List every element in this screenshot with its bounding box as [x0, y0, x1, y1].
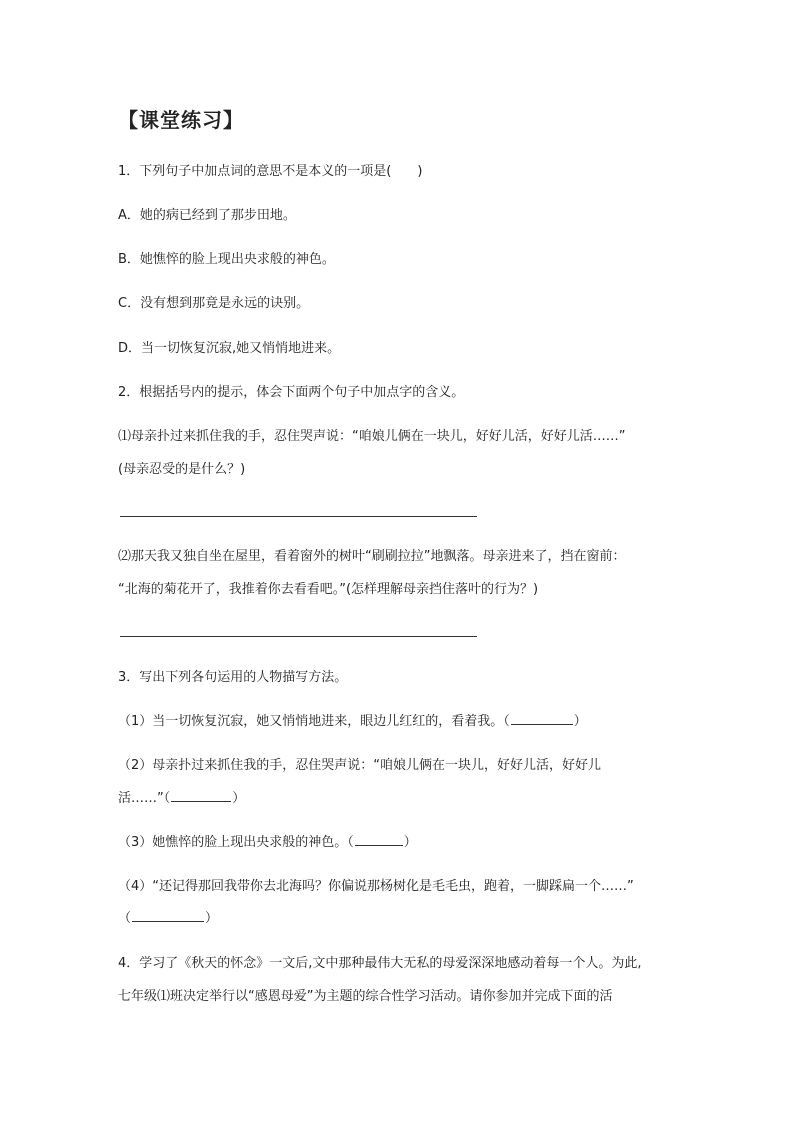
q2-item2-line1: ⑵那天我又独自坐在屋里，看着窗外的树叶“刷刷拉拉”地飘落。母亲进来了，挡在窗前：	[118, 549, 626, 564]
q1-option-d: D．当一切恢复沉寂,她又悄悄地进来。	[118, 341, 341, 356]
q3-stem: 3．写出下列各句运用的人物描写方法。	[118, 670, 348, 685]
q2-answer-line-2[interactable]	[120, 636, 477, 637]
q3-item3	[118, 831, 417, 850]
q3-item4-text: （	[118, 911, 132, 926]
q3-item1-close: ）	[573, 714, 587, 729]
q3-item1-text: （1）当一切恢复沉寂，她又悄悄地进来，眼边儿红红的，看着我。（	[118, 714, 510, 729]
q3-item3-text: （3）她憔悴的脸上现出央求般的神色。（	[118, 835, 354, 850]
q3-item2-line2	[118, 787, 245, 806]
q3-item4-line1: （4）“还记得那回我带你去北海吗？你偏说那杨树化是毛毛虫，跑着，一脚踩扁一个……”	[118, 879, 634, 894]
q3-item1	[118, 710, 587, 729]
q2-item1-line1: ⑴母亲扑过来抓住我的手，忍住哭声说：“咱娘儿俩在一块儿，好好儿活，好好儿活……”	[118, 429, 626, 444]
q4-line1: 4．学习了《秋天的怀念》一文后,文中那种最伟大无私的母爱深深地感动着每一个人。为此,	[118, 956, 642, 971]
q3-item4-close: ）	[205, 911, 219, 926]
q3-item4-blank[interactable]	[132, 909, 204, 922]
q2-stem: 2．根据括号内的提示，体会下面两个句子中加点字的含义。	[118, 385, 465, 400]
q4-line2: 七年级⑴班决定举行以“感恩母爱”为主题的综合性学习活动。请你参加并完成下面的活	[118, 989, 613, 1004]
q1-option-a: A．她的病已经到了那步田地。	[118, 208, 296, 223]
q3-item4-line2	[118, 907, 218, 926]
section-title: 【课堂练习】	[118, 108, 244, 132]
q3-item1-blank[interactable]	[511, 712, 573, 725]
q1-stem: 1．下列句子中加点词的意思不是本义的一项是( )	[118, 164, 423, 179]
q1-option-b: B．她憔悴的脸上现出央求般的神色。	[118, 252, 335, 267]
q3-item3-blank[interactable]	[355, 833, 403, 846]
q1-option-c: C．没有想到那竟是永远的诀别。	[118, 296, 310, 311]
q3-item2-text: 活……”（	[118, 791, 171, 806]
q3-item2-close: ）	[232, 791, 246, 806]
q2-item2-line2: “北海的菊花开了，我推着你去看看吧。”(怎样理解母亲挡住落叶的行为？)	[118, 582, 539, 597]
q2-item1-line2: (母亲忍受的是什么？)	[118, 462, 246, 477]
q3-item2-line1: （2）母亲扑过来抓住我的手，忍住哭声说：“咱娘儿俩在一块儿，好好儿活，好好儿	[118, 758, 602, 773]
q3-item2-blank[interactable]	[171, 789, 231, 802]
q2-answer-line-1[interactable]	[120, 516, 477, 517]
q3-item3-close: ）	[403, 835, 417, 850]
